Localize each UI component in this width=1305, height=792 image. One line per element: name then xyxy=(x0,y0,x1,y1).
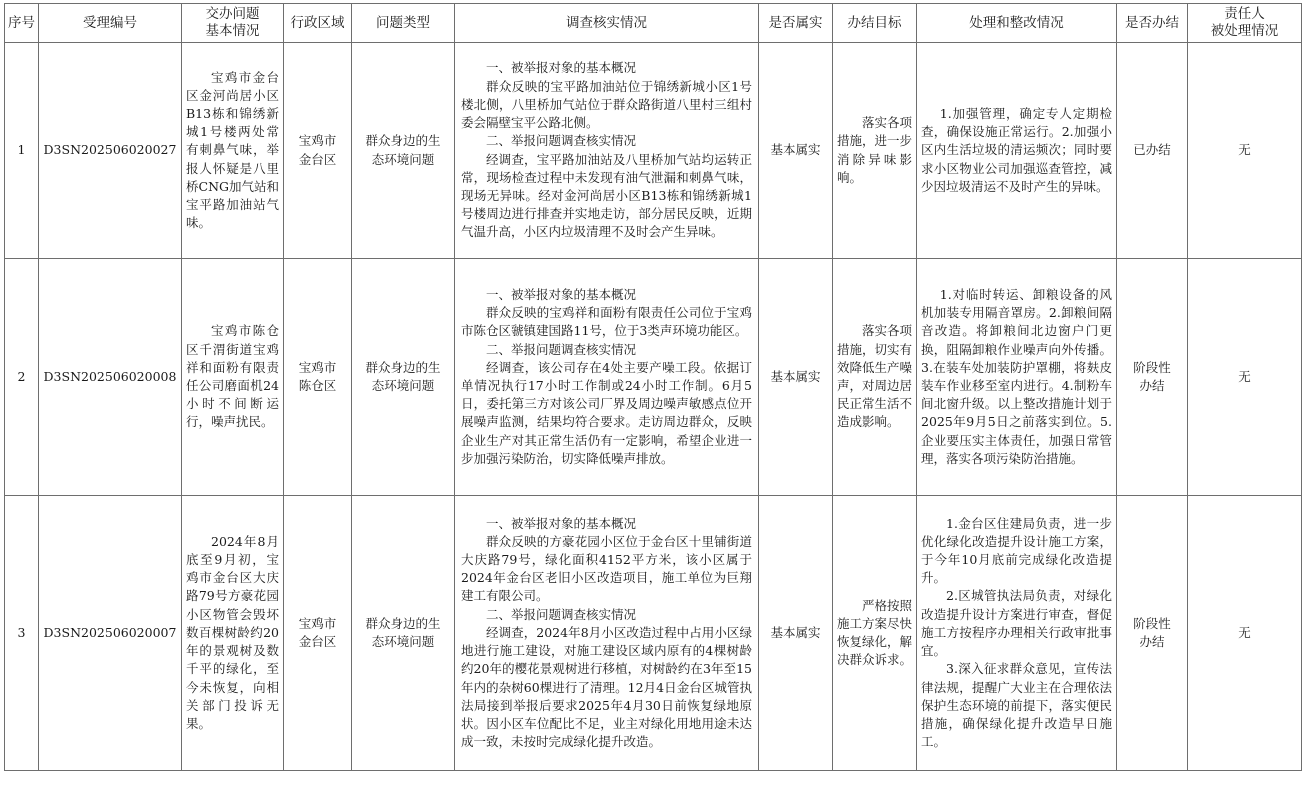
issue-text: 宝鸡市金台区金河尚居小区B13栋和锦绣新城1号楼两处常有刺鼻气味，举报人怀疑是八里桥CNG加气站和宝平路加油站气味。 xyxy=(186,69,279,231)
closed-cell xyxy=(1117,43,1188,259)
table-row xyxy=(5,496,1302,771)
header-region: 行政区域 xyxy=(284,4,352,43)
header-case-no: 受理编号 xyxy=(39,4,182,43)
region-line: 金台区 xyxy=(298,151,337,167)
header-type: 问题类型 xyxy=(352,4,455,43)
investigation-paragraph: 二、举报问题调查核实情况 xyxy=(486,341,637,357)
header-seq: 序号 xyxy=(5,4,39,43)
table-row xyxy=(5,259,1302,496)
investigation-paragraph: 经调查，宝平路加油站及八里桥加气站均运转正常，现场检查过程中未发现有油气泄漏和刺鼻气味，现场无异味。经对金河尚居小区B13栋和锦绣新城1号楼周边进行排查并实地走访，部分居民反映，近期气温升高，小区内垃圾清理不及时会产生异味。 xyxy=(461,151,752,240)
issue-cell xyxy=(182,496,284,771)
handling-paragraph: 3.深入征求群众意见，宣传法律法规，提醒广大业主在合理依法保护生态环境的前提下，落实便民措施，确保绿化提升改造早日施工。 xyxy=(921,661,1112,750)
type-line: 群众身边的生 xyxy=(365,133,441,149)
closed-cell xyxy=(1117,496,1188,771)
region-cell xyxy=(284,43,352,259)
investigation-paragraph: 群众反映的宝平路加油站位于锦绣新城小区1号楼北侧，八里桥加气站位于群众路街道八里村三组村委会隔壁宝平公路北侧。 xyxy=(461,78,752,131)
type-cell xyxy=(352,496,455,771)
investigation-paragraph: 经调查，该公司存在4处主要产噪工段。依据订单情况执行17小时工作制或24小时工作制。6月5日，委托第三方对该公司厂界及周边噪声敏感点位开展噪声监测，结果均符合要求。走访周边群众，反映企业生产对其正常生活仍有一定影响，希望企业进一步加强污染防治，切实降低噪声排放。 xyxy=(461,359,752,466)
handling-paragraph: 2.区城管执法局负责，对绿化改造提升设计方案进行审查，督促施工方按程序办理相关行政审批事宜。 xyxy=(921,588,1112,659)
issue-text: 2024年8月底至9月初，宝鸡市金台区大庆路79号方豪花园小区物管会毁坏数百棵树龄约20年的景观树及数千平的绿化，至今未恢复，向相关部门投诉无果。 xyxy=(186,533,279,731)
goal-cell xyxy=(833,496,917,771)
region-line: 宝鸡市 xyxy=(298,359,337,375)
verified-cell: 基本属实 xyxy=(759,496,833,771)
closed-line: 办结 xyxy=(1139,378,1165,393)
header-closed: 是否办结 xyxy=(1117,4,1188,43)
investigation-paragraph: 群众反映的方豪花园小区位于金台区十里铺街道大庆路79号，绿化面积4152平方米，该小区属于2024年金台区老旧小区改造项目，施工单位为巨翔建工有限公司。 xyxy=(461,533,752,604)
investigation-paragraph: 二、举报问题调查核实情况 xyxy=(486,133,637,149)
accountability-cell: 无 xyxy=(1188,496,1302,771)
closed-line: 已办结 xyxy=(1133,142,1171,158)
type-line: 群众身边的生 xyxy=(365,359,441,375)
header-handling: 处理和整改情况 xyxy=(917,4,1117,43)
investigation-paragraph: 经调查，2024年8月小区改造过程中占用小区绿地进行施工建设，对施工建设区域内原有的4棵树龄约20年的樱花景观树进行移植，对树龄约在3年至15年内的杂树60棵进行了清理。12月4日金台区城管执法局接到举报后要求2025年4月30日前恢复绿地原状。因小区车位配比不足，业主对绿化用地用途未达成一致，未按时完成绿化提升改造。 xyxy=(461,624,752,750)
region-line: 宝鸡市 xyxy=(298,615,337,631)
investigation-paragraph: 一、被举报对象的基本概况 xyxy=(486,286,637,302)
header-accountability-line: 被处理情况 xyxy=(1210,23,1279,39)
header-verified: 是否属实 xyxy=(759,4,833,43)
investigation-paragraph: 二、举报问题调查核实情况 xyxy=(486,606,637,622)
goal-text: 落实各项措施，切实有效降低生产噪声，对周边居民正常生活不造成影响。 xyxy=(837,323,913,430)
accountability-cell: 无 xyxy=(1188,259,1302,496)
issue-cell xyxy=(182,43,284,259)
case-no-cell: D3SN202506020007 xyxy=(39,496,182,771)
verified-cell: 基本属实 xyxy=(759,43,833,259)
handling-paragraph: 1.金台区住建局负责，进一步优化绿化改造提升设计施工方案，于今年10月底前完成绿化改造提升。 xyxy=(921,515,1112,586)
goal-text: 严格按照施工方案尽快恢复绿化，解决群众诉求。 xyxy=(837,597,913,668)
type-cell xyxy=(352,43,455,259)
investigation-cell xyxy=(455,496,759,771)
header-investigation: 调查核实情况 xyxy=(455,4,759,43)
type-line: 态环境问题 xyxy=(371,634,435,649)
goal-cell xyxy=(833,259,917,496)
header-issue-line: 基本情况 xyxy=(205,23,260,39)
header-accountability xyxy=(1188,4,1302,43)
header-issue xyxy=(182,4,284,43)
investigation-cell xyxy=(455,43,759,259)
handling-cell xyxy=(917,496,1117,771)
seq-cell: 3 xyxy=(5,496,39,771)
type-line: 态环境问题 xyxy=(371,151,435,167)
region-line: 陈仓区 xyxy=(298,378,337,393)
handling-paragraph: 1.对临时转运、卸粮设备的风机加装专用隔音罩房。2.卸粮间隔音改造。将卸粮间北边窗户门更换，阻隔卸粮作业噪声向外传播。3.在装车处加装防护罩棚，将麸皮装车作业移至室内进行。4.制粉车间北窗升级。以上整改措施计划于2025年9月5日之前落实到位。5.企业要压实主体责任，加强日常管理，落实各项污染防治措施。 xyxy=(921,286,1112,466)
header-accountability-line: 责任人 xyxy=(1224,6,1265,22)
type-line: 群众身边的生 xyxy=(365,615,441,631)
handling-paragraph: 1.加强管理，确定专人定期检查，确保设施正常运行。2.加强小区内生活垃圾的清运频次；同时要求小区物业公司加强巡查管控，减少因垃圾清运不及时产生的异味。 xyxy=(921,105,1112,194)
investigation-cell xyxy=(455,259,759,496)
goal-cell xyxy=(833,43,917,259)
region-cell xyxy=(284,496,352,771)
closed-cell xyxy=(1117,259,1188,496)
closed-line: 办结 xyxy=(1139,634,1165,649)
type-line: 态环境问题 xyxy=(371,378,435,393)
region-cell xyxy=(284,259,352,496)
investigation-paragraph: 群众反映的宝鸡祥和面粉有限责任公司位于宝鸡市陈仓区虢镇建国路11号，位于3类声环境功能区。 xyxy=(461,305,752,339)
verified-cell: 基本属实 xyxy=(759,259,833,496)
issue-cell xyxy=(182,259,284,496)
region-line: 宝鸡市 xyxy=(298,133,337,149)
seq-cell: 2 xyxy=(5,259,39,496)
closed-line: 阶段性 xyxy=(1133,615,1171,631)
case-no-cell: D3SN202506020027 xyxy=(39,43,182,259)
closed-line: 阶段性 xyxy=(1133,359,1171,375)
table-row xyxy=(5,43,1302,259)
complaint-handling-table xyxy=(4,3,1302,771)
header-row xyxy=(5,4,1302,43)
handling-cell xyxy=(917,259,1117,496)
goal-text: 落实各项措施，进一步消除异味影响。 xyxy=(837,115,913,185)
investigation-paragraph: 一、被举报对象的基本概况 xyxy=(486,60,637,76)
case-no-cell: D3SN202506020008 xyxy=(39,259,182,496)
type-cell xyxy=(352,259,455,496)
seq-cell: 1 xyxy=(5,43,39,259)
investigation-paragraph: 一、被举报对象的基本概况 xyxy=(486,515,637,531)
header-issue-line: 交办问题 xyxy=(205,6,260,22)
region-line: 金台区 xyxy=(298,634,337,649)
issue-text: 宝鸡市陈仓区千渭街道宝鸡祥和面粉有限责任公司磨面机24小时不间断运行，噪声扰民。 xyxy=(186,323,279,430)
accountability-cell: 无 xyxy=(1188,43,1302,259)
header-goal: 办结目标 xyxy=(833,4,917,43)
handling-cell xyxy=(917,43,1117,259)
